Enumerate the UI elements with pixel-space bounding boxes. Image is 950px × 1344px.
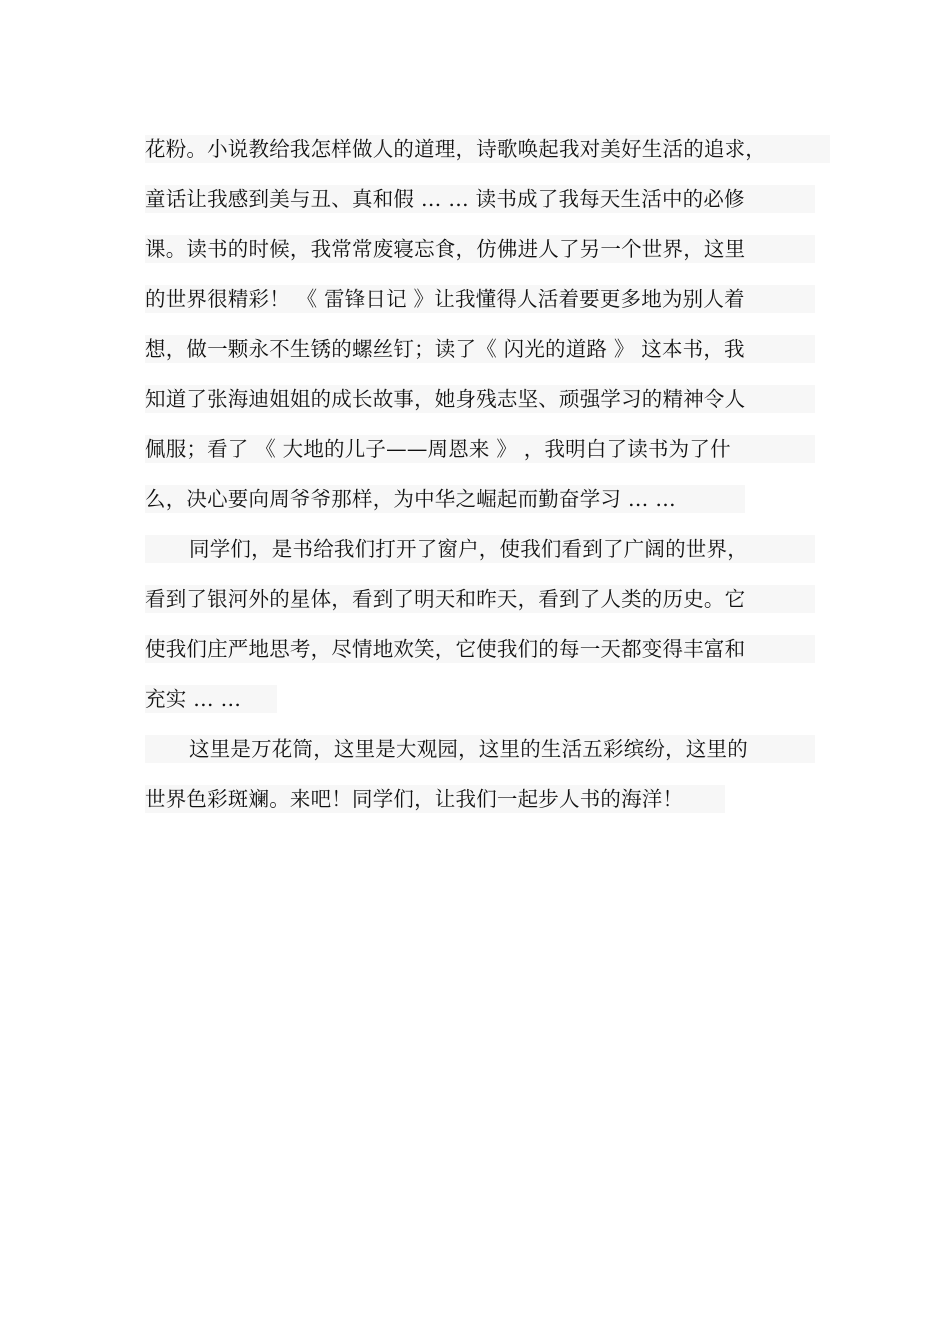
text-line: 想，做一颗永不生锈的螺丝钉；读了《 闪光的道路 》 这本书，我 <box>145 335 815 363</box>
text-line: 佩服；看了 《 大地的儿子——周恩来 》 ，我明白了读书为了什 <box>145 435 815 463</box>
text-line: 么，决心要向周爷爷那样，为中华之崛起而勤奋学习 … … <box>145 485 745 513</box>
text-line: 充实 … … <box>145 685 277 713</box>
text-line: 的世界很精彩！ 《 雷锋日记 》让我懂得人活着要更多地为别人着 <box>145 285 815 313</box>
text-line: 童话让我感到美与丑、真和假 … … 读书成了我每天生活中的必修 <box>145 185 815 213</box>
text-line: 看到了银河外的星体，看到了明天和昨天，看到了人类的历史。它 <box>145 585 815 613</box>
text-line: 使我们庄严地思考，尽情地欢笑，它使我们的每一天都变得丰富和 <box>145 635 815 663</box>
paragraph-first-line: 同学们，是书给我们打开了窗户，使我们看到了广阔的世界， <box>145 535 815 563</box>
text-line: 花粉。小说教给我怎样做人的道理，诗歌唤起我对美好生活的追求， <box>145 135 830 163</box>
text-line: 知道了张海迪姐姐的成长故事，她身残志坚、顽强学习的精神令人 <box>145 385 815 413</box>
paragraph-first-line: 这里是万花筒，这里是大观园，这里的生活五彩缤纷，这里的 <box>145 735 815 763</box>
text-line: 课。读书的时候，我常常废寝忘食，仿佛进人了另一个世界，这里 <box>145 235 815 263</box>
text-line: 世界色彩斑斓。来吧！同学们，让我们一起步人书的海洋！ <box>145 785 725 813</box>
